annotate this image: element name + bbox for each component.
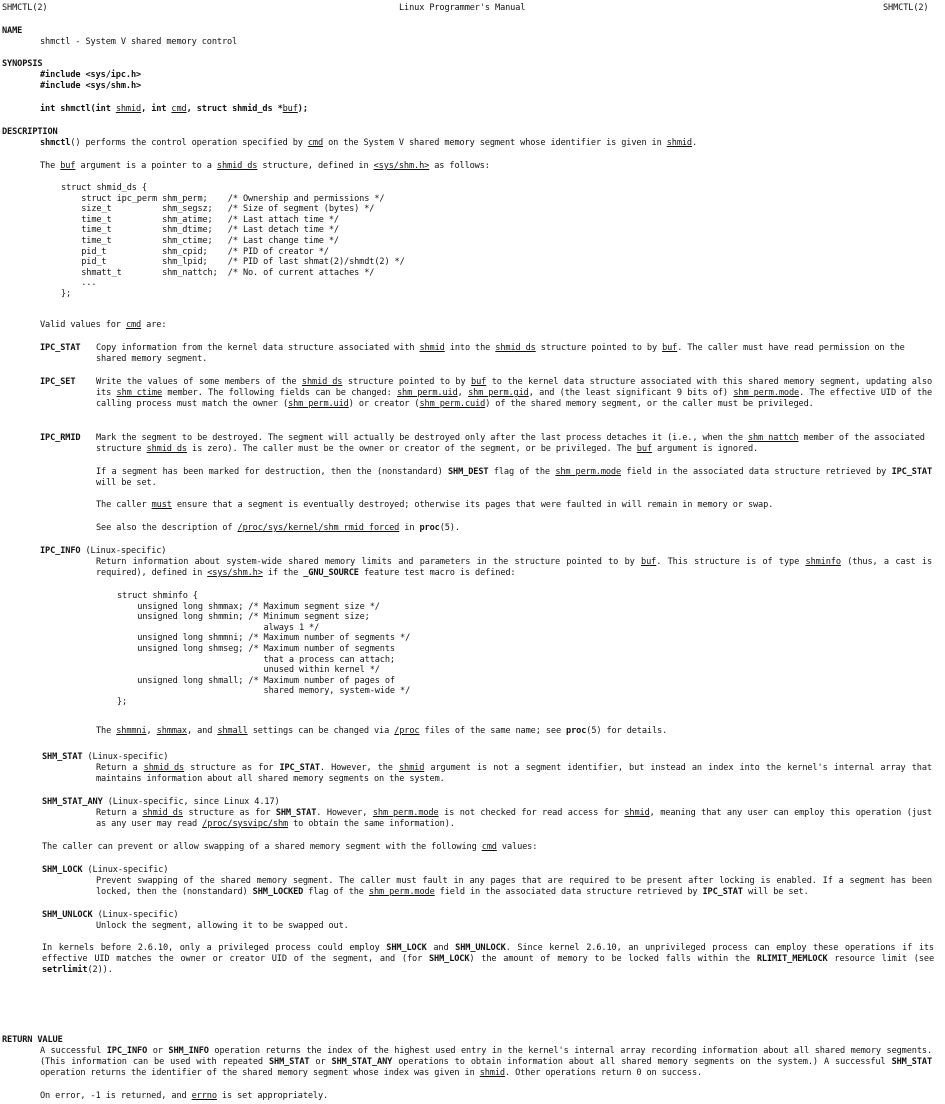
ipc-rmid-must-text: The caller must ensure that a segment is eventually destroyed; otherwise its pages that were faulted in will remain in memory or swap. <box>96 500 774 510</box>
ipc-rmid-see-also: See also the description of /proc/sys/kernel/shm_rmid_forced in proc(5). <box>96 523 460 533</box>
kernel-history-text: In kernels before 2.6.10, only a privileged process could employ SHM_LOCK and SHM_UNLOCK. Since kernel 2.6.10, an unprivileged process can employ these operations if its effective UID matches the owner or creator UID of the segment, and (for SHM_LOCK) the amount of memory to be locked falls within the RLIMIT_MEMLOCK resource limit (see setrlimit(2)). <box>42 943 935 975</box>
shm-lock-text: Prevent swapping of the shared memory segment. The caller must fault in any pages that are required to be present after locking is enabled. If a segment has been locked, then the (nonstandard) SHM_LOCKED flag of the shm_perm.mode field in the associated data structure retrieved by IPC_STAT will be set. <box>96 876 932 897</box>
ipc-info-heading: IPC_INFO (Linux-specific) <box>40 546 167 556</box>
include-ipc: #include <sys/ipc.h> <box>40 70 142 80</box>
struct-shminfo-code: struct shminfo { unsigned long shmmax; /* Maximum segment size */ unsigned long shmmin; /* Minimum segment size; always 1 */ unsigned long shmmni; /* Maximum number of segments */ unsigned long shmseg; /* Maximum number of segments that a process can attach; unused within kernel */ unsigned long shmall; /* Maximum number of pages of shared memory, system-wide */ }; <box>117 591 411 707</box>
shm-lock-tag: SHM_LOCK <box>42 865 83 875</box>
buf-description: The buf argument is a pointer to a shmid_ds structure, defined in <sys/shm.h> as follows: <box>40 161 490 171</box>
ipc-set-text: Write the values of some members of the shmid_ds structure pointed to by buf to the kernel data structure associated with this shared memory segment, updating also its shm_ctime member. The following fields can be changed: shm_perm.uid, shm_perm.gid, and (the least significant 9 bits of) shm_perm.mode. The effective UID of the calling process must match the owner (shm_perm.uid) or creator (shm_perm.cuid) of the shared memory segment, or the caller must be privileged. <box>96 377 933 409</box>
shm-unlock-text: Unlock the segment, allowing it to be swapped out. <box>96 921 349 931</box>
synopsis-heading: SYNOPSIS <box>2 59 43 69</box>
ipc-rmid-dest-text: If a segment has been marked for destruction, then the (nonstandard) SHM_DEST flag of the shm_perm.mode field in the associated data structure retrieved by IPC_STAT will be set. <box>96 467 933 488</box>
shm-stat-text: Return a shmid_ds structure as for IPC_STAT. However, the shmid argument is not a segment identifier, but instead an index into the kernel's internal array that maintains information about all shared memory segments on the system. <box>96 763 932 784</box>
return-value-heading: RETURN VALUE <box>2 1035 63 1045</box>
shm-stat-any-text: Return a shmid_ds structure as for SHM_STAT. However, shm_perm.mode is not checked for read access for shmid, meaning that any user can employ this operation (just as any user may read /proc/sysvipc/shm to obtain the same information). <box>96 808 932 829</box>
ipc-rmid-text: Mark the segment to be destroyed. The segment will actually be destroyed only after the last process detaches it (i.e., when the shm_nattch member of the associated structure shmid_ds is zero). The caller must be the owner or creator of the segment, or be privileged. The buf argument is ignored. <box>96 433 925 454</box>
swapping-intro: The caller can prevent or allow swapping of a shared memory segment with the following cmd values: <box>42 842 538 852</box>
struct-shmid-ds-code: struct shmid_ds { struct ipc_perm shm_perm; /* Ownership and permissions */ size_t shm_segsz; /* Size of segment (bytes) */ time_t shm_atime; /* Last attach time */ time_t shm_dtime; /* Last detach time */ time_t shm_ctime; /* Last change time */ pid_t shm_cpid; /* PID of creator */ pid_t shm_lpid; /* PID of last shmat(2)/shmdt(2) */ shmatt_t shm_nattch; /* No. of current attaches */ ... }; <box>61 183 405 299</box>
name-heading: NAME <box>2 26 23 36</box>
shm-unlock-heading: SHM_UNLOCK (Linux-specific) <box>42 910 179 920</box>
on-error-text: On error, -1 is returned, and errno is set appropriately. <box>40 1091 329 1101</box>
ipc-rmid-tag: IPC_RMID <box>40 433 81 443</box>
return-value-text: A successful IPC_INFO or SHM_INFO operation returns the index of the highest used entry in the kernel's internal array recording information about all shared memory segments. (This information can be used with repeated SHM_STAT or SHM_STAT_ANY operations to obtain information about all shared memory segments on the system.) A successful SHM_STAT operation returns the identifier of the shared memory segment whose index was given in shmid. Other operations return 0 on success. <box>40 1046 933 1078</box>
ipc-info-text: Return information about system-wide shared memory limits and parameters in the structure pointed to by buf. This structure is of type shminfo (thus, a cast is required), defined in <sys/shm.h> if the _GNU_SOURCE feature test macro is defined: <box>96 557 933 578</box>
header-center: Linux Programmer's Manual <box>399 3 526 13</box>
ipc-info-tag: IPC_INFO <box>40 546 81 556</box>
shm-stat-any-heading: SHM_STAT_ANY (Linux-specific, since Linux 4.17) <box>42 797 280 807</box>
name-text: shmctl - System V shared memory control <box>40 37 238 47</box>
include-shm: #include <sys/shm.h> <box>40 81 142 91</box>
ipc-stat-text: Copy information from the kernel data structure associated with shmid into the shmid_ds structure pointed to by buf. The caller must have read permission on the shared memory segment. <box>96 343 905 364</box>
shm-stat-any-tag: SHM_STAT_ANY <box>42 797 103 807</box>
shm-unlock-tag: SHM_UNLOCK <box>42 910 93 920</box>
description-intro: shmctl() performs the control operation specified by cmd on the System V shared memory segment whose identifier is given in shmid. <box>40 138 698 148</box>
description-heading: DESCRIPTION <box>2 127 58 137</box>
valid-values-text: Valid values for cmd are: <box>40 320 167 330</box>
header-right: SHMCTL(2) <box>883 3 929 13</box>
header-left: SHMCTL(2) <box>2 3 48 13</box>
shm-stat-heading: SHM_STAT (Linux-specific) <box>42 752 169 762</box>
shm-lock-heading: SHM_LOCK (Linux-specific) <box>42 865 169 875</box>
shm-stat-tag: SHM_STAT <box>42 752 83 762</box>
ipc-info-settings-text: The shmmni, shmmax, and shmall settings can be changed via /proc files of the same name; see proc(5) for details. <box>96 726 668 736</box>
ipc-stat-tag: IPC_STAT <box>40 343 81 353</box>
function-prototype: int shmctl(int shmid, int cmd, struct shmid_ds *buf); <box>40 104 308 114</box>
ipc-set-tag: IPC_SET <box>40 377 76 387</box>
